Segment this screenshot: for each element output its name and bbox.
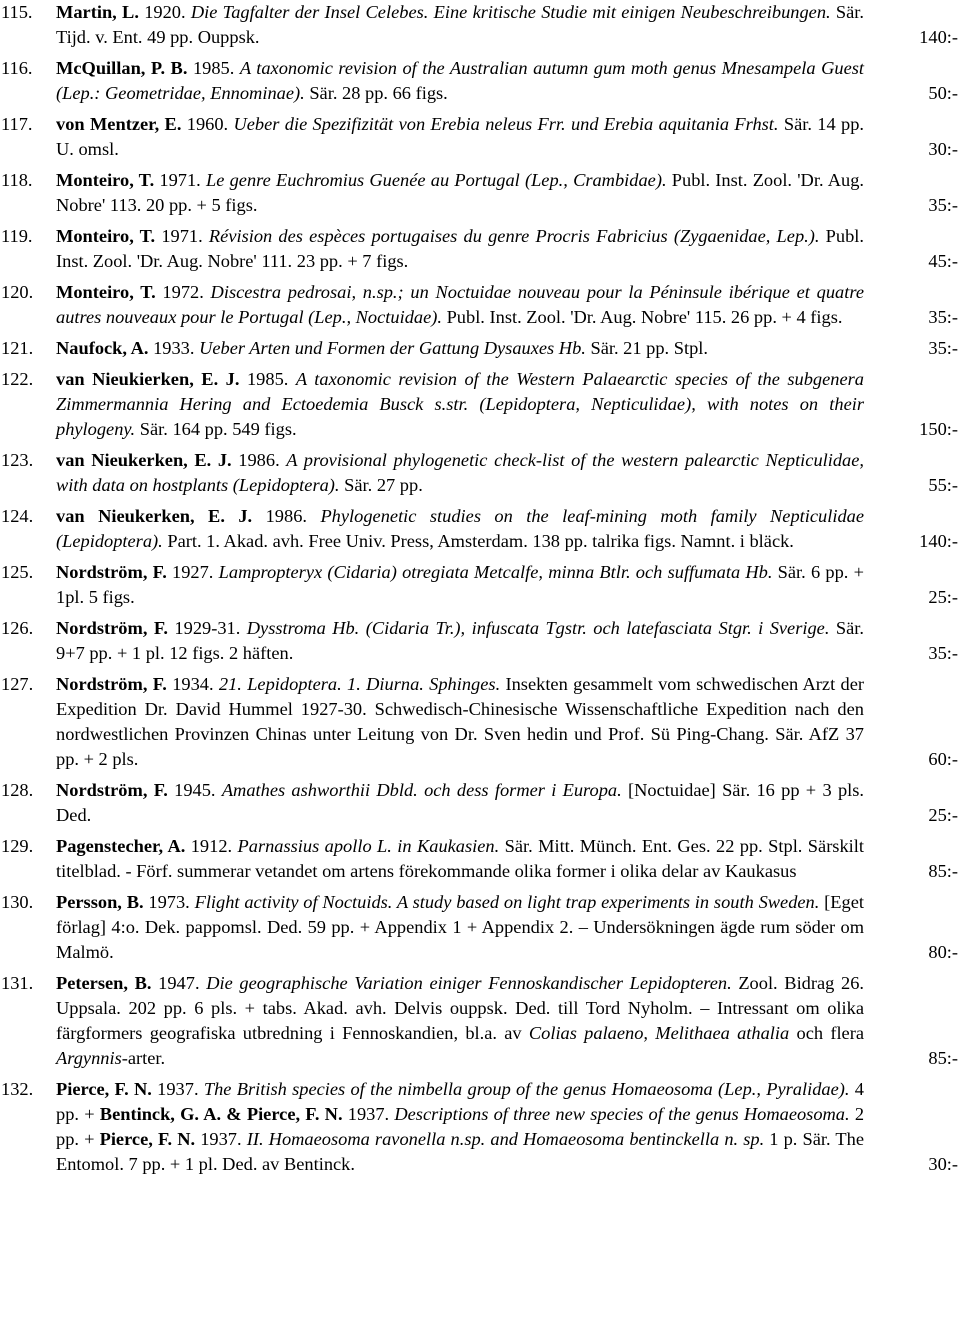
entry-number: 118. xyxy=(1,170,33,190)
work-title: Descriptions of three new species of the genus Homaeosoma. xyxy=(394,1104,850,1124)
entry-number: 125. xyxy=(1,562,34,582)
entry-text: 1960. xyxy=(181,114,234,134)
entry-text: 1973. xyxy=(143,892,195,912)
catalogue-entry xyxy=(0,367,960,442)
entry-number: 132. xyxy=(1,1079,34,1099)
entry-body xyxy=(56,450,864,495)
entry-price: 85:- xyxy=(928,1048,958,1068)
entry-number: 130. xyxy=(1,892,34,912)
entry-number: 115. xyxy=(1,2,33,22)
entry-text: 1929-31. xyxy=(168,618,247,638)
entry-text: Publ. Inst. Zool. 'Dr. Aug. Nobre' 111. 23 pp. + 7 figs. xyxy=(56,226,864,271)
entry-body xyxy=(56,780,864,825)
entry-price: 80:- xyxy=(928,942,958,962)
work-title: II. Homaeosoma ravonella n.sp. and Homaeosoma bentinckella n. sp. xyxy=(246,1129,765,1149)
catalogue-entry xyxy=(0,616,960,666)
entry-text: 1947. xyxy=(151,973,207,993)
entry-price: 50:- xyxy=(928,83,958,103)
entry-text: Part. 1. Akad. avh. Free Univ. Press, Amsterdam. 138 pp. talrika figs. Namnt. i bläck. xyxy=(162,531,794,551)
work-title: Ueber Arten und Formen der Gattung Dysauxes Hb. xyxy=(199,338,586,358)
entry-text: 1985. xyxy=(187,58,240,78)
entry-price: 35:- xyxy=(928,643,958,663)
author-name: van Nieukierken, E. J. xyxy=(56,369,240,389)
catalogue-entry xyxy=(0,112,960,162)
entry-text: 1986. xyxy=(252,506,321,526)
entry-body xyxy=(56,338,708,358)
entry-text: Sär. 9+7 pp. + 1 pl. 12 figs. 2 häften. xyxy=(56,618,864,663)
entry-text: 1985. xyxy=(239,369,296,389)
entry-text: 1934. xyxy=(166,674,219,694)
entry-body xyxy=(56,1079,864,1174)
author-name: Monteiro, T. xyxy=(56,282,156,302)
author-name: Martin, L. xyxy=(56,2,139,22)
entry-price: 85:- xyxy=(928,861,958,881)
entry-text: Zool. Bidrag 26. Uppsala. 202 pp. 6 pls. + tabs. Akad. avh. Delvis ouppsk. Ded. till Tord Nyholm. – Intressant om olika färgformers geografiska utbredning i Fennoskandien, bl.a. av xyxy=(56,973,865,1043)
entry-number: 120. xyxy=(1,282,34,302)
catalogue-entry xyxy=(0,560,960,610)
author-name: Nordström, F. xyxy=(56,780,168,800)
entry-body xyxy=(56,369,864,439)
entry-text: 4 pp. + xyxy=(56,1079,864,1124)
entry-body xyxy=(56,836,864,881)
entry-price: 55:- xyxy=(928,475,958,495)
catalogue-entry xyxy=(0,224,960,274)
entry-number: 116. xyxy=(1,58,33,78)
entry-text: 1937. xyxy=(342,1104,395,1124)
author-name: Pagenstecher, A. xyxy=(56,836,186,856)
work-title: The British species of the nimbella group of the genus Homaeosoma (Lep., Pyralidae). xyxy=(203,1079,850,1099)
catalogue-entry xyxy=(0,336,960,361)
entry-body xyxy=(56,562,864,607)
entry-text: [Noctuidae] Sär. 16 pp + 3 pls. Ded. xyxy=(56,780,864,825)
entry-text: Sär. 164 pp. 549 figs. xyxy=(135,419,297,439)
entry-price: 30:- xyxy=(928,139,958,159)
entry-text: 1972. xyxy=(155,282,211,302)
work-title: Ueber die Spezifizität von Erebia neleus Frr. und Erebia aquitania Frhst. xyxy=(233,114,779,134)
work-title: Phylogenetic studies on the leaf-mining moth family Nepticulidae (Lepidoptera). xyxy=(56,506,865,551)
entry-price: 25:- xyxy=(928,805,958,825)
entry-text: 1933. xyxy=(148,338,200,358)
catalogue-entry xyxy=(0,778,960,828)
author-name: von Mentzer, E. xyxy=(56,114,182,134)
catalogue-entry xyxy=(0,971,960,1071)
entry-body xyxy=(56,618,864,663)
entry-price: 35:- xyxy=(928,195,958,215)
catalogue-entry xyxy=(0,0,960,50)
entry-text: Sär. 21 pp. Stpl. xyxy=(585,338,708,358)
entry-number: 122. xyxy=(1,369,34,389)
catalogue-entry xyxy=(0,672,960,772)
entry-body xyxy=(56,973,864,1068)
entry-text: 1912. xyxy=(185,836,238,856)
entry-text: Sär. Mitt. Münch. Ent. Ges. 22 pp. Stpl. Särskilt titelblad. - Förf. summerar vetandet om artens förekommande olika former i olika delar av Kaukasus xyxy=(56,836,864,881)
entry-number: 123. xyxy=(1,450,34,470)
work-title: Die geographische Variation einiger Fennoskandischer Lepidopteren. xyxy=(206,973,732,993)
author-name: Pierce, F. N. xyxy=(99,1129,196,1149)
entry-text: 1986. xyxy=(231,450,287,470)
entry-body xyxy=(56,674,864,769)
entry-body xyxy=(56,226,864,271)
entry-text: Sär. 6 pp. + 1pl. 5 figs. xyxy=(56,562,864,607)
entry-text: Publ. Inst. Zool. 'Dr. Aug. Nobre' 113. 20 pp. + 5 figs. xyxy=(56,170,864,215)
entry-text: -arter. xyxy=(121,1048,166,1068)
work-title: Die Tagfalter der Insel Celebes. Eine kritische Studie mit einigen Neubeschreibungen. xyxy=(190,2,831,22)
entry-text: 1945. xyxy=(167,780,222,800)
entry-price: 35:- xyxy=(928,338,958,358)
entry-price: 45:- xyxy=(928,251,958,271)
catalogue-entry xyxy=(0,448,960,498)
entry-body xyxy=(56,170,864,215)
entry-number: 126. xyxy=(1,618,34,638)
entry-price: 35:- xyxy=(928,307,958,327)
entry-text: 1 p. Sär. The Entomol. 7 pp. + 1 pl. Ded. av Bentinck. xyxy=(56,1129,864,1174)
entry-price: 140:- xyxy=(919,531,958,551)
entry-number: 121. xyxy=(1,338,34,358)
entry-text: 1920. xyxy=(138,2,191,22)
entry-body xyxy=(56,506,864,551)
work-title: Amathes ashworthii Dbld. och dess former i Europa. xyxy=(221,780,622,800)
entry-number: 129. xyxy=(1,836,34,856)
author-name: Naufock, A. xyxy=(56,338,149,358)
entry-price: 25:- xyxy=(928,587,958,607)
author-name: McQuillan, P. B. xyxy=(56,58,188,78)
author-name: Monteiro, T. xyxy=(56,226,156,246)
catalogue-entry xyxy=(0,890,960,965)
author-name: Pierce, F. N. xyxy=(56,1079,152,1099)
work-title: Discestra pedrosai, n.sp.; un Noctuidae nouveau pour la Péninsule ibérique et quatre autres nouveaux pour le Portugal (Lep., Noctuidae). xyxy=(56,282,864,327)
entry-number: 124. xyxy=(1,506,34,526)
author-name: Nordström, F. xyxy=(56,674,167,694)
catalogue-entry xyxy=(0,280,960,330)
work-title: A provisional phylogenetic check-list of the western palearctic Nepticulidae, with data on hostplants (Lepidoptera). xyxy=(56,450,865,495)
entry-body xyxy=(56,2,864,47)
entry-price: 140:- xyxy=(919,27,958,47)
entry-body xyxy=(56,114,864,159)
work-title: 21. Lepidoptera. 1. Diurna. Sphinges. xyxy=(218,674,501,694)
entry-text: Sär. 14 pp. U. omsl. xyxy=(56,114,864,159)
entry-number: 117. xyxy=(1,114,33,134)
entry-text: Publ. Inst. Zool. 'Dr. Aug. Nobre' 115. 26 pp. + 4 figs. xyxy=(441,307,843,327)
catalogue-entry xyxy=(0,1077,960,1177)
catalogue-entry xyxy=(0,504,960,554)
work-title: Révision des espèces portugaises du genre Procris Fabricius (Zygaenidae, Lep.). xyxy=(208,226,820,246)
entry-price: 60:- xyxy=(928,749,958,769)
work-title: A taxonomic revision of the Australian autumn gum moth genus Mnesampela Guest (Lep.: Geometridae, Ennominae). xyxy=(56,58,865,103)
author-name: Nordström, F. xyxy=(56,562,167,582)
work-title: Colias palaeno, Melithaea athalia xyxy=(528,1023,790,1043)
work-title: Flight activity of Noctuids. A study based on light trap experiments in south Sweden. xyxy=(194,892,820,912)
catalogue-entry xyxy=(0,834,960,884)
work-title: Dysstroma Hb. (Cidaria Tr.), infuscata Tgstr. och latefasciata Stgr. i Sverige. xyxy=(246,618,830,638)
author-name: van Nieukerken, E. J. xyxy=(56,450,232,470)
entry-body xyxy=(56,892,864,962)
catalogue-entry xyxy=(0,56,960,106)
entry-price: 30:- xyxy=(928,1154,958,1174)
entry-body xyxy=(56,282,864,327)
entry-text: 1927. xyxy=(166,562,219,582)
entry-number: 127. xyxy=(1,674,34,694)
entry-text: Sär. Tijd. v. Ent. 49 pp. Ouppsk. xyxy=(56,2,864,47)
work-title: Le genre Euchromius Guenée au Portugal (Lep., Crambidae). xyxy=(205,170,667,190)
author-name: Monteiro, T. xyxy=(56,170,155,190)
entry-body xyxy=(56,58,864,103)
entry-price: 150:- xyxy=(919,419,958,439)
entry-text: 2 pp. + xyxy=(56,1104,865,1149)
author-name: Persson, B. xyxy=(56,892,144,912)
entry-text: 1971. xyxy=(155,226,209,246)
entry-number: 119. xyxy=(1,226,33,246)
entry-number: 128. xyxy=(1,780,34,800)
entry-number: 131. xyxy=(1,973,34,993)
entry-text: Insekten gesammelt vom schwedischen Arzt der Expedition Dr. David Hummel 1927-30. Schwedisch-Chinesische Wissenschaftliche Expedition nach den nordwestlichen Provinzen Chinas unter Leitung von Dr. Sven hedin und Prof. Sü Ping-Chang. Sär. AfZ 37 pp. + 2 pls. xyxy=(56,674,864,769)
author-name: Bentinck, G. A. & Pierce, F. N. xyxy=(99,1104,343,1124)
author-name: van Nieukerken, E. J. xyxy=(56,506,253,526)
catalogue-entry xyxy=(0,168,960,218)
work-title: Argynnis xyxy=(56,1048,122,1068)
entry-text: 1971. xyxy=(154,170,206,190)
work-title: Lampropteryx (Cidaria) otregiata Metcalfe, minna Btlr. och suffumata Hb. xyxy=(218,562,773,582)
entry-text: Sär. 28 pp. 66 figs. xyxy=(304,83,448,103)
entry-text: Sär. 27 pp. xyxy=(339,475,423,495)
entry-text: och flera xyxy=(789,1023,865,1043)
author-name: Petersen, B. xyxy=(56,973,152,993)
entry-text: 1937. xyxy=(151,1079,204,1099)
work-title: Parnassius apollo L. in Kaukasien. xyxy=(237,836,500,856)
entry-text: 1937. xyxy=(195,1129,247,1149)
author-name: Nordström, F. xyxy=(56,618,168,638)
entry-text: [Eget förlag] 4:o. Dek. pappomsl. Ded. 59 pp. + Appendix 1 + Appendix 2. – Undersökningen ägde rum söder om Malmö. xyxy=(56,892,864,962)
work-title: A taxonomic revision of the Western Palaearctic species of the subgenera Zimmermannia Hering and Ectoedemia Busck s.str. (Lepidoptera, Nepticulidae), with notes on their phylogeny. xyxy=(56,369,864,439)
